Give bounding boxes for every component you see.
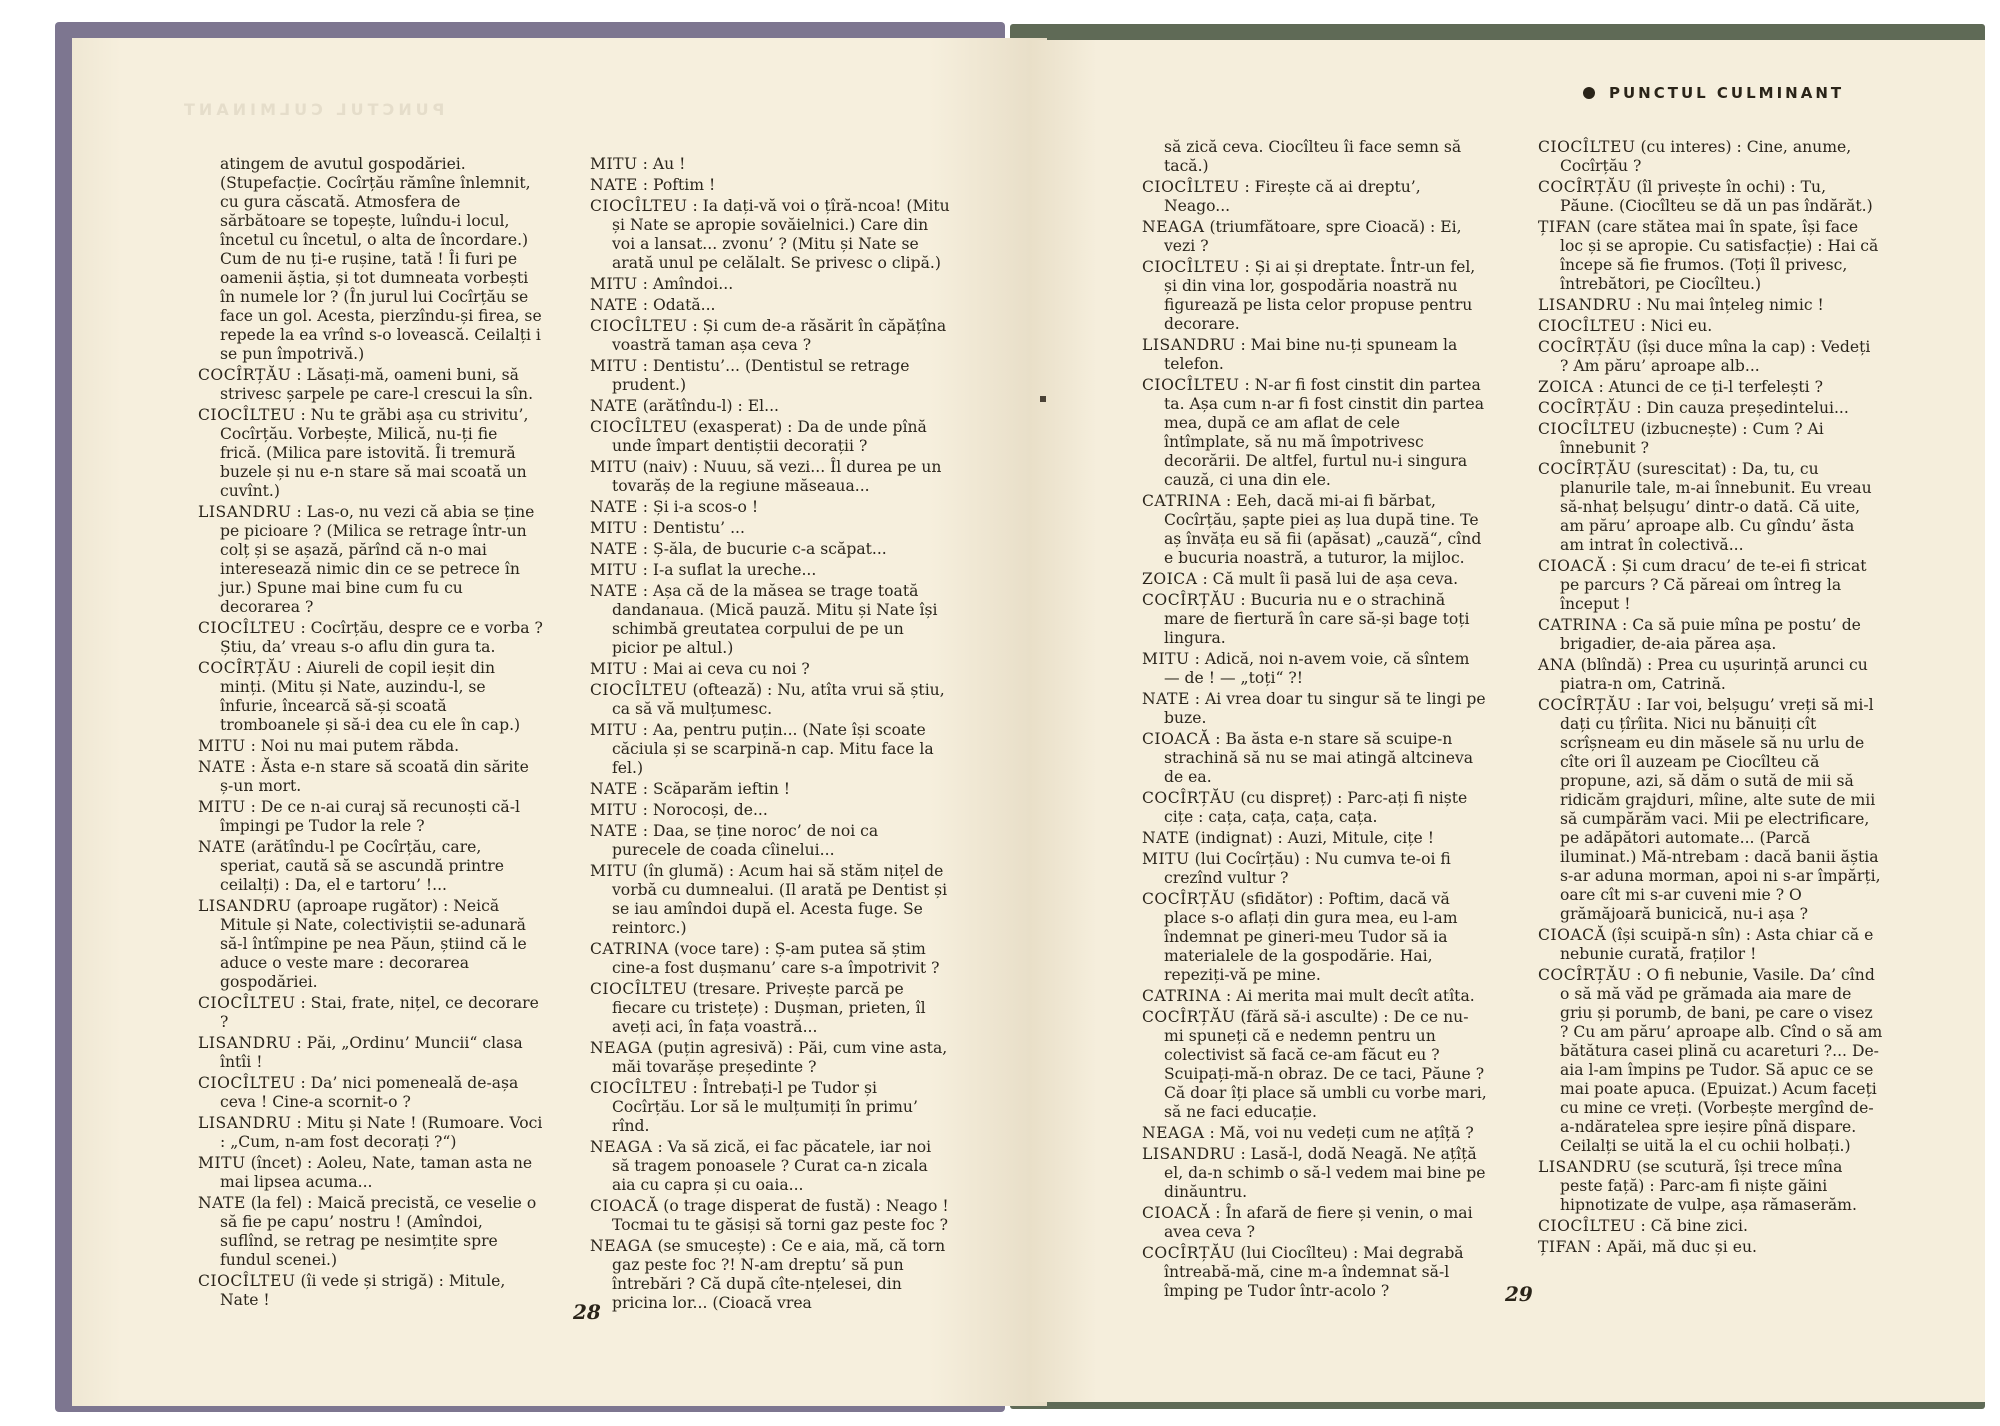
speaker-name: CATRINA <box>1142 492 1222 510</box>
dialogue-paragraph <box>1142 1244 1487 1301</box>
dialogue-paragraph <box>198 758 543 796</box>
line-text: (sfidător) : Poftim, dacă vă place s-o aflați din gura mea, eu l-am îndemnat pe gineri-meu Tudor să ia materialele de la gospodărie. Hai, repeziți-vă pe mine. <box>1164 890 1458 984</box>
speaker-name: MITU <box>198 798 246 816</box>
dialogue-paragraph <box>198 838 543 895</box>
dialogue-paragraph <box>590 296 950 315</box>
line-text: : Ăsta e-n stare să scoată din sărite ș-un mort. <box>220 758 529 795</box>
speaker-name: COCÎRȚĂU <box>198 659 292 677</box>
speaker-name: CIOACĂ <box>1538 926 1607 944</box>
dialogue-paragraph <box>198 406 543 501</box>
line-text: : Așa că de la măsea se trage toată dandanaua. (Mică pauză. Mitu și Nate își schimbă greutatea corpului de pe un picior pe altul.) <box>612 582 938 657</box>
dialogue-paragraph <box>1142 789 1487 827</box>
line-text: : Aa, pentru puțin... (Nate își scoate căciula și se scarpină-n cap. Mitu face la fel.) <box>612 721 934 777</box>
dialogue-paragraph <box>590 418 950 456</box>
line-text: (cu dispreț) : Parc-ați fi niște cițe : cața, cața, cața, cața. <box>1164 789 1468 826</box>
speaker-name: NATE <box>590 540 638 558</box>
line-text: : Iar voi, belșugu’ vreți să mi-l dați cu țîrîita. Nici nu bănuiți cît scrîșneam eu din măsele să nu urlu de cîte ori îl auzeam pe Ciocîlteu că propune, azi, să dăm o sută de mii să ridicăm grajduri, mîine, alte sute de mii să cumpărăm vaci. Mii pe electrificare, pe adăpători automate... (Parcă iluminat.) Mă-ntrebam : dacă banii ăștia s-ar aduna morman, apoi ni s-ar împărți, oare cît mi s-ar cuveni mie ? O grămăjoară bunicică, nu-i așa ? <box>1560 696 1881 923</box>
line-text: : Poftim ! <box>637 176 716 194</box>
line-text: (fără să-i asculte) : De ce nu-mi spuneți că e nedemn pentru un colectivist să facă ce-am făcut eu ? Scuipați-mă-n obraz. De ce taci, Păune ? Că doar îți place să umbli cu vorbe mari, să ne faci educație. <box>1164 1008 1487 1121</box>
speaker-name: CIOCÎLTEU <box>1538 1217 1636 1235</box>
speaker-name: COCÎRȚĂU <box>1142 890 1236 908</box>
bullet-icon <box>1583 87 1595 99</box>
dialogue-paragraph <box>198 1154 543 1192</box>
line-text: (arătîndu-l) : El... <box>637 397 780 415</box>
dialogue-paragraph <box>1538 138 1883 176</box>
line-text: (voce tare) : Ș-am putea să știm cine-a fost dușmanu’ care s-a împotrivit ? <box>612 940 940 977</box>
dialogue-paragraph <box>1142 1008 1487 1122</box>
dialogue-paragraph <box>590 940 950 978</box>
stage-text: să zică ceva. Ciocîlteu îi face semn să tacă.) <box>1164 138 1462 175</box>
line-text: : O fi nebunie, Vasile. Da’ cînd o să mă văd pe grămada aia mare de griu și porumb, de bani, pe care o visez ? Cu am păru’ aproape alb. Cînd o să am bătătura casei plină cu acareturi ?... De-aia l-am împins pe Tudor. Să apuc ce se mai poate apuca. (Epuizat.) Acum faceți cu mine ce vreți. (Vorbește mergînd de-a-ndăratelea spre ieșire pînă dispare. Ceilalți se uită la el cu ochii holbați.) <box>1560 966 1883 1155</box>
speaker-name: ȚIFAN <box>1538 218 1592 236</box>
speaker-name: LISANDRU <box>1142 336 1236 354</box>
dialogue-paragraph <box>198 994 543 1032</box>
dialogue-paragraph <box>198 1194 543 1270</box>
line-text: (izbucnește) : Cum ? Ai înnebunit ? <box>1560 420 1824 457</box>
speaker-name: LISANDRU <box>1538 1158 1632 1176</box>
dialogue-paragraph <box>198 1272 543 1310</box>
speaker-name: CIOCÎLTEU <box>1538 138 1636 156</box>
line-text: (care stătea mai în spate, își face loc și se apropie. Cu satisfacție) : Hai că începe să fie frumos. (Toți îl privesc, întrebători, pe Ciocîlteu.) <box>1560 218 1879 293</box>
line-text: (își scuipă-n sîn) : Asta chiar că e nebunie curată, fraților ! <box>1560 926 1874 963</box>
line-text: : Noi nu mai putem răbda. <box>245 737 460 755</box>
dialogue-paragraph <box>590 1039 950 1077</box>
speaker-name: CIOCÎLTEU <box>590 418 688 436</box>
dialogue-paragraph <box>1142 336 1487 374</box>
line-text: (se scutură, își trece mîna peste față) : Parc-am fi niște găini hipnotizate de vulpe, așa rămaserăm. <box>1560 1158 1857 1214</box>
dialogue-paragraph <box>198 1034 543 1072</box>
speaker-name: MITU <box>198 737 246 755</box>
line-text: : Dentistu’... (Dentistul se retrage prudent.) <box>612 357 910 394</box>
speaker-name: CIOCÎLTEU <box>198 1272 296 1290</box>
speaker-name: CIOCÎLTEU <box>1538 420 1636 438</box>
line-text: (aproape rugător) : Neică Mitule și Nate, colectiviștii se-adunară să-l întîmpine pe nea Păun, știind că le aduce o veste mare : decorarea gospodăriei. <box>220 897 527 991</box>
line-text: : Ai vrea doar tu singur să te lingi pe buze. <box>1164 690 1486 727</box>
dialogue-paragraph <box>1142 890 1487 985</box>
line-text: (blîndă) : Prea cu ușurință arunci cu piatra-n om, Catrină. <box>1560 656 1868 693</box>
dialogue-paragraph <box>590 317 950 355</box>
line-text: (în glumă) : Acum hai să stăm nițel de vorbă cu dumnealui. (Il arată pe Dentist și se iau amîndoi după el. Acesta fuge. Se reintorc.) <box>612 862 948 937</box>
line-text: (triumfătoare, spre Cioacă) : Ei, vezi ? <box>1164 218 1462 255</box>
dialogue-paragraph <box>590 155 950 174</box>
line-text: (o trage disperat de fustă) : Neago ! Tocmai tu te găsiși să torni gaz peste foc ? <box>612 1197 949 1234</box>
right-page-column-1 <box>1142 138 1487 1303</box>
dialogue-paragraph <box>1538 460 1883 555</box>
speaker-name: CIOCÎLTEU <box>198 994 296 1012</box>
left-page-column-1 <box>198 155 543 1312</box>
speaker-name: COCÎRȚĂU <box>1142 591 1236 609</box>
speaker-name: COCÎRȚĂU <box>1142 789 1236 807</box>
line-text: : Nu te grăbi așa cu strivitu’, Cocîrțău. Vorbește, Milică, nu-ți fie frică. (Milica pare istovită. Îi tremură buzele și nu e-n stare să mai scoată un cuvînt.) <box>220 406 529 500</box>
speaker-name: MITU <box>590 862 638 880</box>
speaker-name: NATE <box>1142 690 1190 708</box>
speaker-name: ȚIFAN <box>1538 1238 1592 1256</box>
dialogue-paragraph <box>198 155 543 364</box>
dialogue-paragraph <box>1142 591 1487 648</box>
line-text: (încet) : Aoleu, Nate, taman asta ne mai lipsea acuma... <box>220 1154 533 1191</box>
speaker-name: CIOCÎLTEU <box>1142 178 1240 196</box>
dialogue-paragraph <box>1142 1124 1487 1143</box>
dialogue-paragraph <box>590 397 950 416</box>
speaker-name: CIOCÎLTEU <box>1142 258 1240 276</box>
dialogue-paragraph <box>590 582 950 658</box>
line-text: : Adică, noi n-avem voie, că sîntem — de ! — „toți“ ?! <box>1164 650 1470 687</box>
dialogue-paragraph <box>1142 138 1487 176</box>
speaker-name: CIOCÎLTEU <box>590 681 688 699</box>
line-text: : Și i-a scos-o ! <box>637 498 759 516</box>
speaker-name: CIOACĂ <box>1142 730 1211 748</box>
line-text: : Daa, se ține noroc’ de noi ca purecele de coada cîinelui... <box>612 822 879 859</box>
dialogue-paragraph <box>1142 730 1487 787</box>
speaker-name: NEAGA <box>590 1039 653 1057</box>
line-text: : Stai, frate, nițel, ce decorare ? <box>220 994 539 1031</box>
speaker-name: CIOCÎLTEU <box>198 619 296 637</box>
line-text: : Mă, voi nu vedeți cum ne ațîță ? <box>1204 1124 1474 1142</box>
line-text: : În afară de fiere și venin, o mai avea ceva ? <box>1164 1204 1473 1241</box>
speaker-name: CIOACĂ <box>1538 557 1607 575</box>
dialogue-paragraph <box>1538 378 1883 397</box>
line-text: (exasperat) : Da de unde pînă unde împart dentiștii decorații ? <box>612 418 927 455</box>
line-text: (lui Cocîrțău) : Nu cumva te-oi fi crezînd vultur ? <box>1164 850 1451 887</box>
line-text: : Ia dați-vă voi o țîră-ncoa! (Mitu și Nate se apropie sovăielnici.) Care din voi a lansat... zvonu’ ? (Mitu și Nate se arată unul pe celălalt. Se privesc o clipă.) <box>612 197 950 272</box>
line-text: (la fel) : Maică precistă, ce veselie o să fie pe capu’ nostru ! (Amîndoi, suflînd, se retrag pe nesimțite spre fundul scenei.) <box>220 1194 537 1269</box>
speaker-name: COCÎRȚĂU <box>1538 338 1632 356</box>
dialogue-paragraph <box>1538 399 1883 418</box>
speaker-name: MITU <box>590 721 638 739</box>
speaker-name: NATE <box>198 758 246 776</box>
dialogue-paragraph <box>1142 829 1487 848</box>
line-text: : De ce n-ai curaj să recunoști că-l împingi pe Tudor la rele ? <box>220 798 520 835</box>
dialogue-paragraph <box>590 721 950 778</box>
line-text: : Bucuria nu e o strachină mare de fiertură în care să-și bage toți lingura. <box>1164 591 1470 647</box>
speaker-name: CIOACĂ <box>590 1197 659 1215</box>
line-text: : Apăi, mă duc și eu. <box>1591 1238 1757 1256</box>
line-text: (naiv) : Nuuu, să vezi... Îl durea pe un tovarăș de la regiune măseaua... <box>612 458 942 495</box>
dialogue-paragraph <box>590 1138 950 1195</box>
speaker-name: COCÎRȚĂU <box>1538 966 1632 984</box>
line-text: : Ba ăsta e-n stare să scuipe-n strachină să nu se mai atingă altcineva de ea. <box>1164 730 1474 786</box>
running-head <box>1583 84 1844 102</box>
line-text: : Amîndoi... <box>637 275 734 293</box>
line-text: : N-ar fi fost cinstit din partea ta. Așa cum n-ar fi fost cinstit din partea mea, după ce am aflat de cele întîmplate, să nu mă împotrivesc decorării. De altfel, furtul nu-i singura cauză, ci una din ele. <box>1164 376 1485 489</box>
speaker-name: CIOCÎLTEU <box>590 317 688 335</box>
dialogue-paragraph <box>198 1074 543 1112</box>
line-text: : Dentistu’ ... <box>637 519 745 537</box>
line-text: : Nici eu. <box>1635 317 1713 335</box>
line-text: : Norocoși, de... <box>637 801 768 819</box>
dialogue-paragraph <box>590 176 950 195</box>
running-head-text: PUNCTUL CULMINANT <box>1609 84 1845 102</box>
dialogue-paragraph <box>1538 178 1883 216</box>
line-text: : Firește că ai dreptu’, Neago... <box>1164 178 1421 215</box>
dialogue-paragraph <box>1538 1158 1883 1215</box>
dialogue-paragraph <box>1538 1238 1883 1257</box>
speaker-name: COCÎRȚĂU <box>198 366 292 384</box>
line-text: : Mai ai ceva cu noi ? <box>637 660 810 678</box>
dialogue-paragraph <box>198 897 543 992</box>
line-text: : Au ! <box>637 155 686 173</box>
dialogue-paragraph <box>590 357 950 395</box>
right-page-column-2 <box>1538 138 1883 1259</box>
line-text: : Mai bine nu-ți spuneam la telefon. <box>1164 336 1458 373</box>
line-text: : Ai merita mai mult decît atîta. <box>1221 987 1475 1005</box>
speaker-name: MITU <box>590 357 638 375</box>
speaker-name: MITU <box>590 801 638 819</box>
speaker-name: MITU <box>590 519 638 537</box>
speaker-name: CIOCÎLTEU <box>1538 317 1636 335</box>
speaker-name: NEAGA <box>590 1237 653 1255</box>
dialogue-paragraph <box>590 197 950 273</box>
speaker-name: CIOCÎLTEU <box>590 1079 688 1097</box>
line-text: : Da’ nici pomeneală de-așa ceva ! Cine-a scornit-o ? <box>220 1074 519 1111</box>
dialogue-paragraph <box>590 801 950 820</box>
line-text: (indignat) : Auzi, Mitule, cițe ! <box>1189 829 1434 847</box>
dialogue-paragraph <box>590 1197 950 1235</box>
line-text: : Lăsați-mă, oameni buni, să strivesc șarpele pe care-l crescui la sîn. <box>220 366 534 403</box>
dialogue-paragraph <box>590 681 950 719</box>
speaker-name: NEAGA <box>1142 218 1205 236</box>
line-text: (își duce mîna la cap) : Vedeți ? Am păru’ aproape alb... <box>1560 338 1871 375</box>
dialogue-paragraph <box>590 660 950 679</box>
speaker-name: MITU <box>1142 850 1190 868</box>
line-text: (puțin agresivă) : Păi, cum vine asta, măi tovarășe președinte ? <box>612 1039 948 1076</box>
dialogue-paragraph <box>1142 178 1487 216</box>
dialogue-paragraph <box>1142 1204 1487 1242</box>
line-text: (se smucește) : Ce e aia, mă, că torn gaz peste foc ?! N-am dreptu’ să pun întrebări ? Că după cîte-nțelesei, din pricina lor... (Cioacă vrea <box>612 1237 946 1312</box>
speaker-name: MITU <box>590 155 638 173</box>
dialogue-paragraph <box>590 275 950 294</box>
dialogue-paragraph <box>1142 218 1487 256</box>
line-text: (arătîndu-l pe Cocîrțău, care, speriat, caută să se ascundă printre ceilalți) : Da, el e tartoru’ !... <box>220 838 504 894</box>
speaker-name: CIOACĂ <box>1142 1204 1211 1222</box>
speaker-name: MITU <box>590 275 638 293</box>
speaker-name: LISANDRU <box>198 503 292 521</box>
speaker-name: LISANDRU <box>1538 296 1632 314</box>
speaker-name: NATE <box>590 176 638 194</box>
speaker-name: COCÎRȚĂU <box>1538 460 1632 478</box>
speaker-name: COCÎRȚĂU <box>1538 399 1632 417</box>
dialogue-paragraph <box>590 822 950 860</box>
line-text: (lui Ciocîlteu) : Mai degrabă întreabă-mă, cine m-a îndemnat să-l împing pe Tudor într-acolo ? <box>1164 1244 1464 1300</box>
dialogue-paragraph <box>590 1237 950 1313</box>
line-text: (surescitat) : Da, tu, cu planurile tale, m-ai înnebunit. Eu vreau să-nhaț belșugu’ dintr-o dată. Că uite, am păru’ aproape alb. Cu gîndu’ ăsta am intrat în colectivă... <box>1560 460 1872 554</box>
speaker-name: NATE <box>590 397 638 415</box>
line-text: : Că mult îi pasă lui de așa ceva. <box>1197 570 1459 588</box>
dialogue-paragraph <box>198 366 543 404</box>
dialogue-paragraph <box>590 561 950 580</box>
speaker-name: CIOCÎLTEU <box>1142 376 1240 394</box>
gutter-mark <box>1040 396 1046 402</box>
speaker-name: LISANDRU <box>198 897 292 915</box>
line-text: (îi vede și strigă) : Mitule, Nate ! <box>220 1272 506 1309</box>
dialogue-paragraph <box>590 540 950 559</box>
dialogue-paragraph <box>1538 420 1883 458</box>
dialogue-paragraph <box>1538 338 1883 376</box>
speaker-name: COCÎRȚĂU <box>1538 696 1632 714</box>
speaker-name: ANA <box>1538 656 1576 674</box>
dialogue-paragraph <box>1142 492 1487 568</box>
dialogue-paragraph <box>1538 1217 1883 1236</box>
speaker-name: MITU <box>1142 650 1190 668</box>
speaker-name: NEAGA <box>590 1138 653 1156</box>
dialogue-paragraph <box>590 498 950 517</box>
line-text: : Și ai și dreptate. Într-un fel, și din vina lor, gospodăria noastră nu figurează pe lista celor propuse pentru decorare. <box>1164 258 1476 333</box>
dialogue-paragraph <box>1538 218 1883 294</box>
speaker-name: MITU <box>198 1154 246 1172</box>
dialogue-paragraph <box>198 1114 543 1152</box>
dialogue-paragraph <box>1538 616 1883 654</box>
speaker-name: COCÎRȚĂU <box>1538 178 1632 196</box>
dialogue-paragraph <box>590 780 950 799</box>
line-text: (oftează) : Nu, atîta vrui să știu, ca să vă mulțumesc. <box>612 681 945 718</box>
speaker-name: LISANDRU <box>1142 1145 1236 1163</box>
dialogue-paragraph <box>198 619 543 657</box>
speaker-name: MITU <box>590 561 638 579</box>
line-text: : Din cauza președintelui... <box>1631 399 1849 417</box>
dialogue-paragraph <box>1142 850 1487 888</box>
dialogue-paragraph <box>1142 987 1487 1006</box>
speaker-name: NATE <box>590 498 638 516</box>
line-text: : Mitu și Nate ! (Rumoare. Voci : „Cum, n-am fost decorați ?“) <box>220 1114 543 1151</box>
dialogue-paragraph <box>590 1079 950 1136</box>
line-text: : Că bine zici. <box>1635 1217 1748 1235</box>
line-text: : Și cum de-a răsărit în căpățîna voastră taman așa ceva ? <box>612 317 947 354</box>
speaker-name: NATE <box>590 780 638 798</box>
line-text: (cu interes) : Cine, anume, Cocîrțău ? <box>1560 138 1852 175</box>
dialogue-paragraph <box>1538 557 1883 614</box>
show-through-running-head: PUNCTUL CULMINANT <box>180 100 445 119</box>
dialogue-paragraph <box>198 798 543 836</box>
dialogue-paragraph <box>1142 570 1487 589</box>
dialogue-paragraph <box>1538 926 1883 964</box>
speaker-name: CIOCÎLTEU <box>590 980 688 998</box>
speaker-name: MITU <box>590 660 638 678</box>
line-text: : Lasă-l, dodă Neagă. Ne ațîță el, da-n schimb o să-l vedem mai bine pe dinăuntru. <box>1164 1145 1486 1201</box>
left-page-column-2 <box>590 155 950 1315</box>
dialogue-paragraph <box>1538 696 1883 924</box>
line-text: : Las-o, nu vezi că abia se ține pe picioare ? (Milica se retrage într-un colț și se așază, părînd că n-o mai interesează nimic din ce se petrece în jur.) Spune mai bine cum fu cu decorarea ? <box>220 503 535 616</box>
speaker-name: CATRINA <box>1538 616 1618 634</box>
speaker-name: CIOCÎLTEU <box>198 1074 296 1092</box>
line-text: : Întrebați-l pe Tudor și Cocîrțău. Lor să le mulțumiți în primu’ rînd. <box>612 1079 918 1135</box>
dialogue-paragraph <box>590 519 950 538</box>
stage-text: atingem de avutul gospodăriei. (Stupefacție. Cocîrțău rămîne înlemnit, cu gura căscată. Atmosfera de sărbătoare se topește, luîndu-i locul, încetul cu încetul, o alta de încordare.) Cum de nu ți-e rușine, tată ! Îi furi pe oamenii ăștia, și tot dumneata vorbești în numele lor ? (În jurul lui Cocîrțău se face un gol. Acesta, pierzîndu-și firea, se repede la ea vrînd s-o lovească. Ceilalți i se pun împotrivă.) <box>220 155 542 363</box>
line-text: : Păi, „Ordinu’ Muncii“ clasa întîi ! <box>220 1034 523 1071</box>
speaker-name: CATRINA <box>1142 987 1222 1005</box>
dialogue-paragraph <box>590 862 950 938</box>
line-text: : Odată... <box>637 296 716 314</box>
speaker-name: ZOICA <box>1142 570 1198 588</box>
dialogue-paragraph <box>1538 966 1883 1156</box>
line-text: : Atunci de ce ți-l terfelești ? <box>1593 378 1823 396</box>
speaker-name: COCÎRȚĂU <box>1142 1244 1236 1262</box>
speaker-name: ZOICA <box>1538 378 1594 396</box>
line-text: (îl privește în ochi) : Tu, Păune. (Ciocîlteu se dă un pas îndărăt.) <box>1560 178 1873 215</box>
dialogue-paragraph <box>1142 650 1487 688</box>
line-text: : Eeh, dacă mi-ai fi bărbat, Cocîrțău, șapte piei aș lua după tine. Te aș învăța eu să fii (apăsat) „cauză“, cînd e bucuria noastră, a tuturor, la mijloc. <box>1164 492 1482 567</box>
dialogue-paragraph <box>1142 1145 1487 1202</box>
line-text: : Nu mai înțeleg nimic ! <box>1631 296 1824 314</box>
speaker-name: NATE <box>198 1194 246 1212</box>
line-text: : Va să zică, ei fac păcatele, iar noi să tragem ponoasele ? Curat ca-n zicala aia cu capra și cu oaia... <box>612 1138 932 1194</box>
dialogue-paragraph <box>198 737 543 756</box>
dialogue-paragraph <box>1538 317 1883 336</box>
speaker-name: NATE <box>590 582 638 600</box>
line-text: : Aiureli de copil ieșit din minți. (Mitu și Nate, auzindu-l, se înfurie, încearcă să-și scoată tromboanele și să-i dea cu ele în cap.) <box>220 659 521 734</box>
speaker-name: LISANDRU <box>198 1114 292 1132</box>
speaker-name: COCÎRȚĂU <box>1142 1008 1236 1026</box>
speaker-name: LISANDRU <box>198 1034 292 1052</box>
line-text: : Și cum dracu’ de te-ei fi stricat pe parcurs ? Că păreai om întreg la început ! <box>1560 557 1867 613</box>
speaker-name: CATRINA <box>590 940 670 958</box>
dialogue-paragraph <box>1142 690 1487 728</box>
speaker-name: NATE <box>590 296 638 314</box>
dialogue-paragraph <box>590 980 950 1037</box>
line-text: : Ș-ăla, de bucurie c-a scăpat... <box>637 540 887 558</box>
line-text: : Scăparăm ieftin ! <box>637 780 791 798</box>
speaker-name: MITU <box>590 458 638 476</box>
dialogue-paragraph <box>198 503 543 617</box>
speaker-name: NATE <box>198 838 246 856</box>
line-text: (tresare. Privește parcă pe fiecare cu tristețe) : Dușman, prieten, îl aveți aci, în fața voastră... <box>612 980 926 1036</box>
dialogue-paragraph <box>1142 376 1487 490</box>
dialogue-paragraph <box>590 458 950 496</box>
speaker-name: NATE <box>590 822 638 840</box>
speaker-name: CIOCÎLTEU <box>198 406 296 424</box>
page-number-left: 28 <box>573 1300 601 1324</box>
speaker-name: CIOCÎLTEU <box>590 197 688 215</box>
dialogue-paragraph <box>1538 296 1883 315</box>
line-text: : Ca să puie mîna pe postu’ de brigadier, de-aia părea așa. <box>1560 616 1861 653</box>
dialogue-paragraph <box>1538 656 1883 694</box>
line-text: : I-a suflat la ureche... <box>637 561 817 579</box>
dialogue-paragraph <box>198 659 543 735</box>
speaker-name: NATE <box>1142 829 1190 847</box>
page-number-right: 29 <box>1505 1282 1533 1306</box>
speaker-name: NEAGA <box>1142 1124 1205 1142</box>
line-text: : Cocîrțău, despre ce e vorba ? Știu, da’ vreau s-o aflu din gura ta. <box>220 619 543 656</box>
dialogue-paragraph <box>1142 258 1487 334</box>
